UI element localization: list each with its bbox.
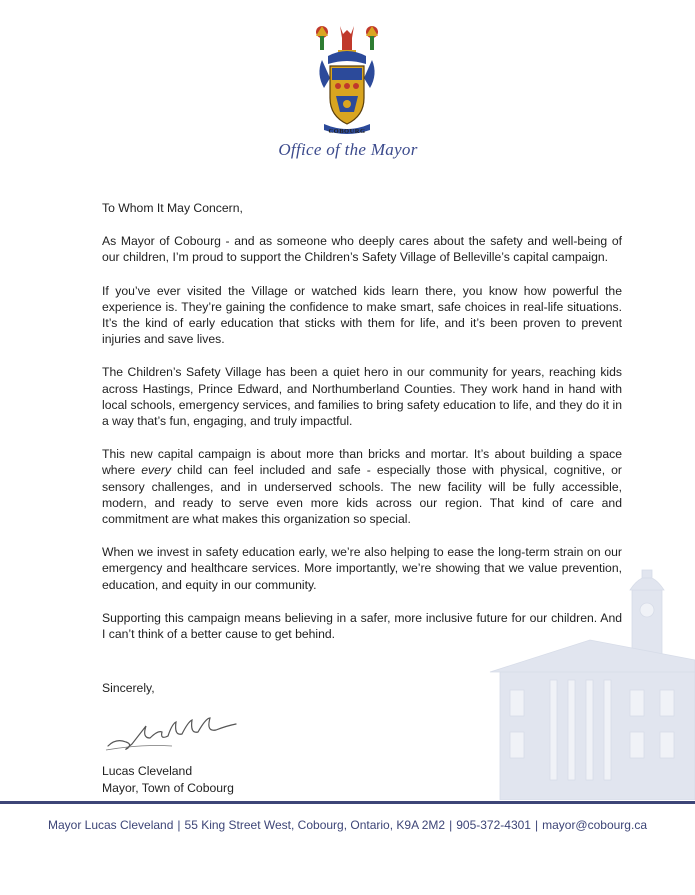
cobourg-coat-of-arms-icon bbox=[310, 20, 384, 138]
footer-address: 55 King Street West, Cobourg, Ontario, K9A 2M2 bbox=[184, 818, 446, 832]
signer-name: Lucas Cleveland bbox=[102, 764, 193, 778]
signer-title: Mayor, Town of Cobourg bbox=[102, 781, 234, 795]
footer-contact bbox=[0, 818, 695, 832]
paragraph-4-start: This new capital campaign is about more than bricks and mortar. It’s about building a space where bbox=[102, 447, 622, 478]
paragraph-5: When we invest in safety education early, we’re also helping to ease the long-term strain on our emergency and healthcare services. More importantly, we’re showing that we value prevention, education, and equity in our community. bbox=[102, 545, 622, 592]
footer-name: Mayor Lucas Cleveland bbox=[47, 818, 174, 832]
salutation: To Whom It May Concern, bbox=[102, 201, 243, 215]
letter-body bbox=[102, 200, 622, 659]
paragraph-2: If you’ve ever visited the Village or watched kids learn there, you know how powerful the experience is. They’re gaining the confidence to make smart, safe choices in real-life situations. It’s the kind of early education that sticks with them for life, and it’s been proven to prevent injuries and save lives. bbox=[102, 283, 622, 347]
footer-rule bbox=[0, 801, 695, 804]
paragraph-4 bbox=[102, 446, 622, 527]
paragraph-1: As Mayor of Cobourg - and as someone who deeply cares about the safety and well-being of our children, I’m proud to support the Children’s Safety Village of Belleville’s capital campaign. bbox=[102, 234, 622, 265]
crest-stag bbox=[338, 26, 356, 55]
paragraph-4-end: child can feel included and safe - especially those with physical, cognitive, or sensory challenges, and in underserved schools. The new facility will be fully accessible, modern, and ready to serve even more kids across our region. That kind of care and commitment are what makes this organization so special. bbox=[102, 463, 622, 527]
crest-caption: COBOURG bbox=[328, 128, 366, 135]
paragraph-4-emphasis: every bbox=[141, 463, 172, 478]
footer-separator: | bbox=[177, 818, 181, 832]
paragraph-6: Supporting this campaign means believing in a safer, more inclusive future for our children. And I can’t think of a better cause to get behind. bbox=[102, 610, 622, 642]
handwritten-signature-icon bbox=[102, 708, 252, 758]
footer-separator: | bbox=[534, 818, 539, 832]
closing: Sincerely, bbox=[102, 681, 155, 695]
footer-email-link[interactable]: mayor@cobourg.ca bbox=[542, 818, 647, 832]
crest-right-flower bbox=[366, 26, 378, 50]
footer-phone: 905-372-4301 bbox=[456, 818, 531, 832]
crest-left-flower bbox=[316, 26, 328, 50]
footer-separator: | bbox=[449, 818, 453, 832]
office-title: Office of the Mayor bbox=[278, 140, 418, 159]
paragraph-3: The Children’s Safety Village has been a quiet hero in our community for years, reaching kids across Hastings, Prince Edward, and Northumberland Counties. They work hand in hand with local schools, emergency services, and families to bring safety education to life, and they do it in a way that’s fun, engaging, and truly impactful. bbox=[102, 365, 622, 429]
